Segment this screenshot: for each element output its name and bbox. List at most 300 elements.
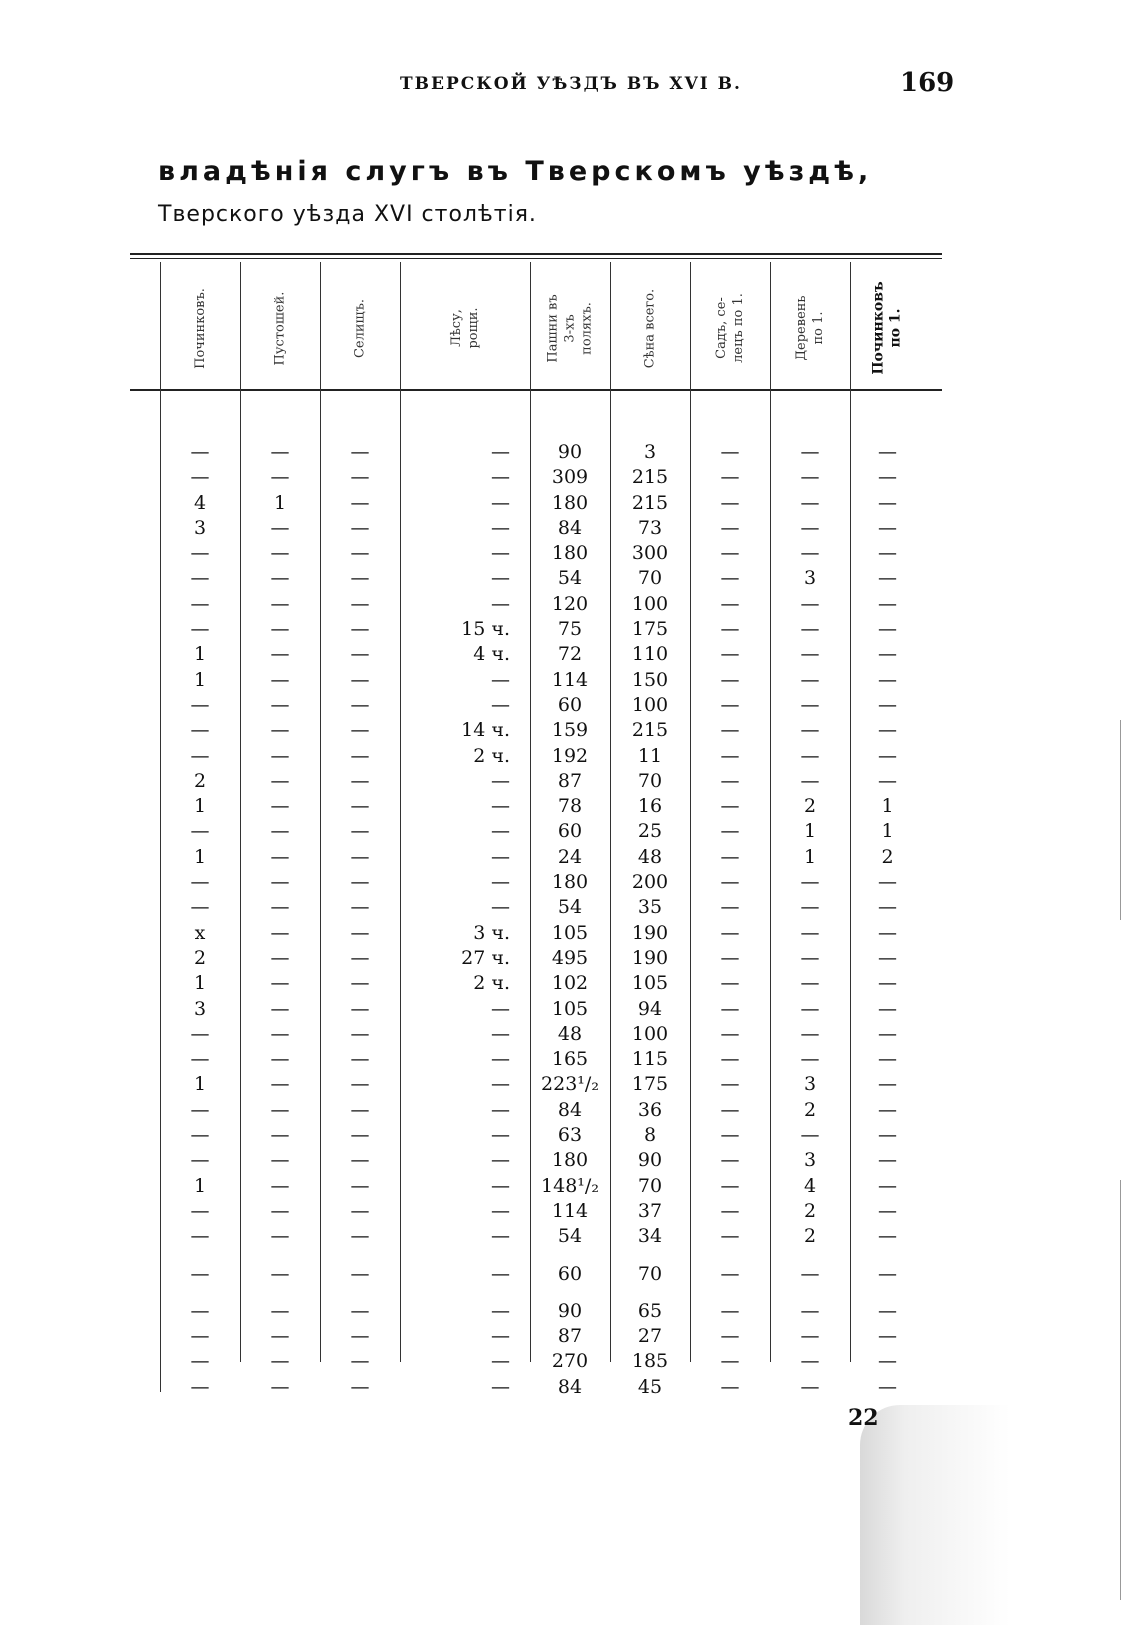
table-cell-6: 3 — [643, 441, 657, 463]
table-row — [160, 971, 925, 996]
table-cell-6: 215 — [631, 719, 669, 742]
table-cell-3: — — [350, 1262, 370, 1285]
table-cell-7: — — [720, 1299, 740, 1322]
table-cell-3: — — [350, 1325, 370, 1348]
table-cell-9: — — [878, 592, 897, 615]
table-cell-8: — — [800, 1350, 820, 1373]
running-head — [0, 68, 1140, 108]
table-cell-4: — — [491, 567, 510, 590]
table-cell-9: — — [878, 946, 897, 969]
table-cell-2: — — [270, 1098, 290, 1121]
table-cell-1: — — [190, 1262, 210, 1285]
table-row — [160, 794, 925, 819]
table-row — [160, 541, 925, 566]
table-cell-4: — — [491, 1299, 510, 1322]
table-cell-1: 1 — [193, 845, 207, 868]
table-cell-5: 60 — [557, 1262, 583, 1285]
table-cell-3: — — [350, 921, 370, 944]
table-row — [160, 946, 925, 971]
table-cell-6: 70 — [637, 769, 663, 792]
table-cell-1: 4 — [193, 491, 207, 514]
table-cell-9: — — [878, 1124, 897, 1147]
table-cell-5: 60 — [557, 820, 583, 843]
table-cell-7: — — [720, 1350, 740, 1373]
table-cell-3: — — [350, 896, 370, 919]
table-cell-8: — — [800, 516, 820, 539]
table-cell-4: — — [491, 1022, 510, 1045]
table-cell-8: — — [800, 769, 820, 792]
column-header-label: Пустошей. — [272, 291, 288, 365]
table-cell-7: — — [720, 946, 740, 969]
table-cell-5: 105 — [551, 921, 589, 944]
table-cell-2: — — [270, 1124, 290, 1147]
table-cell-6: 65 — [637, 1299, 663, 1322]
table-cell-9: — — [878, 491, 897, 514]
table-cell-3: — — [350, 1174, 370, 1197]
table-cell-9: — — [878, 1073, 897, 1096]
table-cell-7: — — [720, 542, 740, 565]
table-cell-4: — — [491, 1325, 510, 1348]
table-cell-1: — — [190, 719, 210, 742]
table-header-rule — [130, 389, 942, 391]
column-header — [160, 270, 240, 386]
table-row — [160, 1148, 925, 1173]
table-cell-8: — — [800, 1022, 820, 1045]
column-header — [240, 270, 320, 386]
table-cell-9: — — [878, 466, 897, 489]
table-cell-6: 70 — [637, 567, 663, 590]
table-cell-4: — — [491, 592, 510, 615]
table-cell-3: — — [350, 542, 370, 565]
table-cell-2: — — [270, 1325, 290, 1348]
table-cell-7: — — [720, 871, 740, 894]
table-cell-4: — — [491, 1048, 510, 1071]
table-row — [160, 668, 925, 693]
table-cell-9: — — [878, 1350, 897, 1373]
table-cell-2: — — [270, 668, 290, 691]
table-cell-7: — — [720, 1124, 740, 1147]
table-cell-4: — — [491, 896, 510, 919]
table-cell-9: — — [878, 1149, 897, 1172]
table-cell-9: — — [878, 1199, 897, 1222]
table-cell-2: — — [270, 820, 290, 843]
table-row — [160, 1174, 925, 1199]
page-edge-mark — [1120, 1180, 1121, 1600]
table-cell-7: — — [720, 1022, 740, 1045]
table-cell-5: 495 — [551, 946, 589, 969]
table-cell-9: — — [878, 441, 897, 463]
table-title: владѣнія слугъ въ Тверскомъ уѣздѣ, — [158, 156, 873, 187]
table-cell-4: 4 ч. — [473, 643, 510, 666]
page-number: 169 — [900, 68, 955, 98]
table-cell-3: — — [350, 1073, 370, 1096]
table-cell-3: — — [350, 567, 370, 590]
column-header — [850, 270, 925, 386]
table-cell-3: — — [350, 1375, 370, 1398]
table-cell-1: — — [190, 592, 210, 615]
column-header — [610, 270, 690, 386]
table-cell-4: — — [491, 1073, 510, 1096]
table-cell-7: — — [720, 643, 740, 666]
page-edge-mark — [1120, 720, 1121, 920]
table-cell-3: — — [350, 1124, 370, 1147]
table-cell-6: 90 — [637, 1149, 663, 1172]
column-header-label: Селищъ. — [352, 298, 368, 358]
table-row — [160, 1199, 925, 1224]
table-cell-2: — — [270, 972, 290, 995]
table-cell-4: — — [491, 693, 510, 716]
table-cell-5: 63 — [557, 1124, 583, 1147]
table-cell-9: — — [878, 972, 897, 995]
table-cell-3: — — [350, 1299, 370, 1322]
table-cell-7: — — [720, 972, 740, 995]
table-cell-1: — — [190, 1299, 210, 1322]
table-cell-7: — — [720, 668, 740, 691]
table-cell-8: 1 — [803, 845, 817, 868]
table-cell-2: — — [270, 1225, 290, 1248]
table-cell-5: 84 — [557, 516, 583, 539]
table-cell-9: — — [878, 1299, 897, 1322]
table-cell-5: 48 — [557, 1022, 583, 1045]
table-cell-4: — — [491, 1225, 510, 1248]
table-cell-4: — — [491, 871, 510, 894]
table-cell-6: 115 — [631, 1048, 669, 1071]
table-row — [160, 617, 925, 642]
table-cell-2: — — [270, 845, 290, 868]
column-header-label: Лѣсу, рощи. — [449, 307, 481, 349]
table-cell-7: — — [720, 820, 740, 843]
table-cell-8: — — [800, 542, 820, 565]
table-cell-9: — — [878, 618, 897, 641]
table-cell-5: 75 — [557, 618, 583, 641]
table-cell-7: — — [720, 795, 740, 818]
table-cell-7: — — [720, 1375, 740, 1398]
table-cell-4: 15 ч. — [461, 618, 510, 641]
table-cell-7: — — [720, 516, 740, 539]
table-cell-1: 1 — [193, 1174, 207, 1197]
table-cell-1: — — [190, 1048, 210, 1071]
table-row — [160, 516, 925, 541]
table-top-rule — [130, 253, 942, 255]
table-cell-7: — — [720, 896, 740, 919]
table-cell-6: 150 — [631, 668, 669, 691]
table-cell-9: — — [878, 567, 897, 590]
table-cell-4: — — [491, 1350, 510, 1373]
table-cell-6: 215 — [631, 491, 669, 514]
table-cell-7: — — [720, 592, 740, 615]
table-cell-9: — — [878, 1262, 897, 1285]
table-cell-7: — — [720, 1325, 740, 1348]
table-cell-9: — — [878, 744, 897, 767]
table-cell-9: 1 — [881, 795, 894, 818]
table-cell-7: — — [720, 466, 740, 489]
table-cell-2: — — [270, 1375, 290, 1398]
table-cell-3: — — [350, 1149, 370, 1172]
table-cell-2: — — [270, 618, 290, 641]
scan-shadow — [860, 1405, 1010, 1625]
table-cell-8: — — [800, 946, 820, 969]
table-cell-8: — — [800, 1124, 820, 1147]
table-cell-2: — — [270, 693, 290, 716]
table-cell-9: — — [878, 1174, 897, 1197]
table-cell-5: 87 — [557, 769, 583, 792]
table-cell-6: 70 — [637, 1262, 663, 1285]
column-header-label: Сѣна всего. — [642, 288, 658, 368]
table-cell-3: — — [350, 744, 370, 767]
table-row — [160, 1299, 925, 1324]
table-cell-9: — — [878, 643, 897, 666]
table-cell-7: — — [720, 744, 740, 767]
table-cell-6: 185 — [631, 1350, 669, 1373]
table-row — [160, 845, 925, 870]
table-cell-9: — — [878, 693, 897, 716]
table-cell-1: — — [190, 1325, 210, 1348]
table-cell-4: — — [491, 516, 510, 539]
signature-mark: 22 — [848, 1405, 879, 1431]
table-row — [160, 1375, 925, 1400]
table-cell-8: — — [800, 618, 820, 641]
table-cell-2: — — [270, 1199, 290, 1222]
table-cell-5: 54 — [557, 1225, 583, 1248]
table-cell-1: 1 — [193, 668, 207, 691]
table-row — [160, 693, 925, 718]
table-cell-2: — — [270, 795, 290, 818]
table-cell-3: — — [350, 946, 370, 969]
table-row — [160, 1349, 925, 1374]
table-cell-6: 200 — [631, 871, 669, 894]
table-cell-1: — — [190, 1098, 210, 1121]
table-cell-8: — — [800, 466, 820, 489]
table-cell-9: — — [878, 871, 897, 894]
table-cell-8: 2 — [803, 1098, 817, 1121]
table-cell-5: 180 — [551, 871, 589, 894]
table-cell-1: — — [190, 871, 210, 894]
table-cell-7: — — [720, 769, 740, 792]
running-title: ТВЕРСКОЙ УѢЗДЪ ВЪ XVI В. — [400, 74, 742, 94]
table-cell-2: — — [270, 1149, 290, 1172]
table-cell-1: — — [190, 1199, 210, 1222]
table-cell-1: — — [190, 441, 210, 463]
table-cell-1: — — [190, 542, 210, 565]
table-cell-3: — — [350, 719, 370, 742]
table-cell-3: — — [350, 972, 370, 995]
table-cell-4: — — [491, 845, 510, 868]
table-cell-5: 180 — [551, 542, 589, 565]
table-cell-7: — — [720, 1199, 740, 1222]
table-row — [160, 1262, 925, 1287]
table-cell-4: — — [491, 1149, 510, 1172]
table-cell-3: — — [350, 845, 370, 868]
table-cell-4: 3 ч. — [473, 921, 510, 944]
table-cell-8: — — [800, 1325, 820, 1348]
table-cell-9: — — [878, 769, 897, 792]
table-cell-1: — — [190, 820, 210, 843]
column-header-label: Пашни въ 3-хъ поляхъ. — [545, 293, 595, 363]
table-row — [160, 1022, 925, 1047]
table-cell-2: — — [270, 1048, 290, 1071]
table-cell-7: — — [720, 921, 740, 944]
table-cell-5: 180 — [551, 1149, 589, 1172]
table-cell-4: — — [491, 795, 510, 818]
table-cell-2: — — [270, 719, 290, 742]
table-cell-8: — — [800, 592, 820, 615]
table-cell-2: — — [270, 871, 290, 894]
table-cell-5: 120 — [551, 592, 589, 615]
table-cell-5: 192 — [551, 744, 589, 767]
table-cell-8: — — [800, 441, 820, 463]
table-cell-2: — — [270, 1174, 290, 1197]
table-cell-2: — — [270, 744, 290, 767]
table-cell-9: — — [878, 1325, 897, 1348]
table-row — [160, 1224, 925, 1249]
table-subtitle: Тверского уѣзда XVI столѣтія. — [158, 202, 537, 227]
table-cell-7: — — [720, 997, 740, 1020]
table-cell-8: — — [800, 744, 820, 767]
table-cell-4: — — [491, 668, 510, 691]
table-cell-4: — — [491, 997, 510, 1020]
table-row — [160, 921, 925, 946]
table-cell-1: 2 — [193, 946, 207, 969]
table-cell-9: — — [878, 516, 897, 539]
table-cell-9: — — [878, 1375, 897, 1398]
table-cell-2: — — [270, 896, 290, 919]
table-cell-3: — — [350, 466, 370, 489]
table-cell-6: 37 — [637, 1199, 663, 1222]
table-cell-5: 84 — [557, 1098, 583, 1121]
table-cell-3: — — [350, 1225, 370, 1248]
table-cell-5: 90 — [557, 441, 583, 463]
table-cell-4: 14 ч. — [461, 719, 510, 742]
table-cell-6: 100 — [631, 592, 669, 615]
table-row — [160, 1123, 925, 1148]
table-row — [160, 592, 925, 617]
table-cell-6: 73 — [637, 516, 663, 539]
table-cell-3: — — [350, 592, 370, 615]
table-cell-8: — — [800, 668, 820, 691]
table-cell-5: 72 — [557, 643, 583, 666]
table-cell-4: — — [491, 1199, 510, 1222]
table-cell-2: — — [270, 921, 290, 944]
table-cell-8: — — [800, 1048, 820, 1071]
table-cell-1: — — [190, 618, 210, 641]
table-cell-4: 2 ч. — [473, 744, 510, 767]
table-cell-5: 114 — [551, 1199, 589, 1222]
table-cell-3: — — [350, 668, 370, 691]
table-cell-6: 175 — [631, 1073, 669, 1096]
table-cell-1: х — [194, 921, 206, 944]
table-cell-8: — — [800, 1262, 820, 1285]
table-cell-5: 90 — [557, 1299, 583, 1322]
table-cell-2: — — [270, 1262, 290, 1285]
table-cell-6: 48 — [637, 845, 663, 868]
table-cell-2: — — [270, 643, 290, 666]
table-cell-8: — — [800, 719, 820, 742]
table-cell-6: 45 — [637, 1375, 663, 1398]
table-cell-5: 165 — [551, 1048, 589, 1071]
table-cell-8: — — [800, 693, 820, 716]
table-cell-2: — — [270, 567, 290, 590]
table-cell-5: 102 — [551, 972, 589, 995]
table-cell-5: 84 — [557, 1375, 583, 1398]
table-cell-1: 3 — [193, 516, 207, 539]
table-cell-1: — — [190, 1022, 210, 1045]
table-cell-5: 309 — [551, 466, 589, 489]
table-cell-6: 100 — [631, 1022, 669, 1045]
table-cell-6: 27 — [637, 1325, 663, 1348]
table-cell-3: — — [350, 1350, 370, 1373]
table-cell-1: 3 — [193, 997, 207, 1020]
table-cell-4: — — [491, 1375, 510, 1398]
table-cell-5: 105 — [551, 997, 589, 1020]
table-cell-2: — — [270, 542, 290, 565]
table-cell-4: — — [491, 769, 510, 792]
table-cell-2: — — [270, 441, 290, 463]
table-row — [160, 491, 925, 516]
column-header-label: Починковъ по 1. — [870, 281, 904, 375]
table-cell-9: — — [878, 668, 897, 691]
table-cell-9: — — [878, 719, 897, 742]
table-cell-8: — — [800, 643, 820, 666]
table-cell-6: 94 — [637, 997, 663, 1020]
table-cell-9: 2 — [881, 845, 894, 868]
table-cell-1: — — [190, 1124, 210, 1147]
table-cell-8: 3 — [803, 567, 817, 590]
table-cell-5: 60 — [557, 693, 583, 716]
table-row — [160, 1098, 925, 1123]
table-cell-2: — — [270, 1022, 290, 1045]
table-cell-2: — — [270, 1350, 290, 1373]
table-cell-6: 16 — [637, 795, 663, 818]
column-header-label: Садъ, се- лецъ по 1. — [714, 293, 746, 363]
table-cell-4: — — [491, 441, 510, 463]
table-cell-9: — — [878, 1022, 897, 1045]
table-cell-4: — — [491, 1262, 510, 1285]
table-cell-6: 25 — [637, 820, 663, 843]
table-cell-8: — — [800, 871, 820, 894]
table-cell-8: 1 — [803, 820, 817, 843]
table-cell-3: — — [350, 1098, 370, 1121]
table-cell-1: — — [190, 567, 210, 590]
table-cell-2: — — [270, 516, 290, 539]
column-header-label: Деревень по 1. — [794, 295, 826, 361]
table-cell-6: 8 — [643, 1124, 657, 1147]
table-cell-1: — — [190, 466, 210, 489]
table-cell-3: — — [350, 618, 370, 641]
table-cell-8: 4 — [803, 1174, 817, 1197]
table-cell-8: 3 — [803, 1073, 817, 1096]
table-body — [160, 440, 925, 1400]
table-cell-6: 300 — [631, 542, 669, 565]
table-cell-3: — — [350, 1199, 370, 1222]
table-cell-1: — — [190, 693, 210, 716]
table-cell-2: 1 — [273, 491, 287, 514]
table-cell-6: 70 — [637, 1174, 663, 1197]
table-cell-9: — — [878, 542, 897, 565]
table-row — [160, 1047, 925, 1072]
column-header — [770, 270, 850, 386]
column-header — [530, 270, 610, 386]
table-cell-7: — — [720, 1098, 740, 1121]
table-cell-5: 148¹/₂ — [541, 1174, 599, 1197]
table-cell-4: — — [491, 466, 510, 489]
table-cell-4: — — [491, 1124, 510, 1147]
table-cell-2: — — [270, 769, 290, 792]
table-cell-5: 114 — [551, 668, 589, 691]
table-cell-3: — — [350, 643, 370, 666]
table-cell-4: — — [491, 542, 510, 565]
table-cell-7: — — [720, 1262, 740, 1285]
table-cell-5: 54 — [557, 567, 583, 590]
